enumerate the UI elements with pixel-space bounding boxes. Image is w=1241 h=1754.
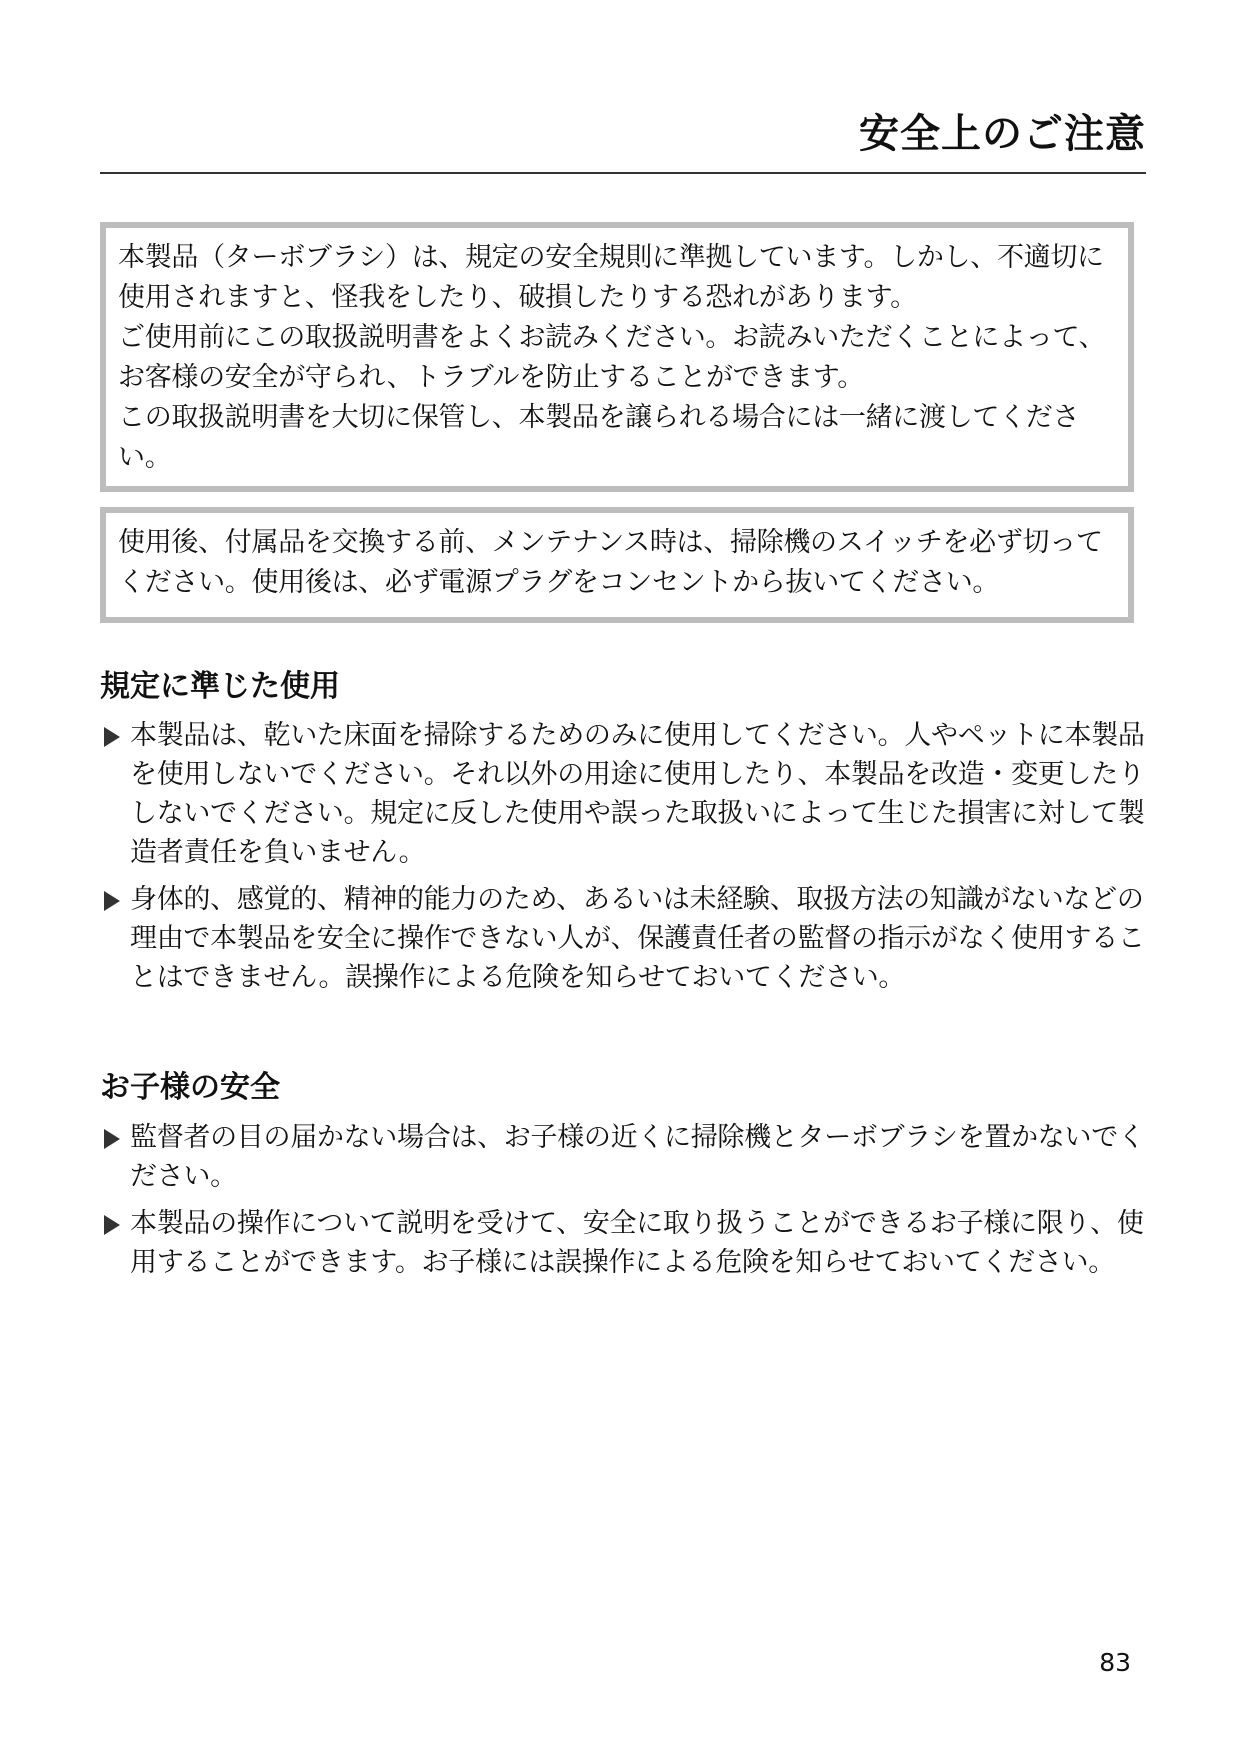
list-item <box>104 880 1154 997</box>
list-item-text: 本製品の操作について説明を受けて、安全に取り扱うことができるお子様に限り、使用することができます。お子様には誤操作による危険を知らせておいてください。 <box>130 1208 1144 1278</box>
list-item <box>104 1204 1154 1282</box>
maintenance-notice-box <box>100 507 1134 623</box>
triangle-right-icon <box>104 891 120 911</box>
triangle-right-icon <box>104 727 120 747</box>
page-number: 83 <box>1099 1648 1131 1677</box>
notice-paragraph: ご使用前にこの取扱説明書をよくお読みください。お読みいただくことによって、お客様の安全が守られ、トラブルを防止することができます。 <box>118 322 1106 393</box>
section-heading-intended-use: 規定に準じた使用 <box>100 669 340 704</box>
intended-use-list <box>104 716 1154 1005</box>
notice-paragraph: 本製品（ターボブラシ）は、規定の安全規則に準拠しています。しかし、不適切に使用されますと、怪我をしたり、破損したりする恐れがあります。 <box>118 242 1104 313</box>
title-divider <box>100 172 1146 174</box>
page-title: 安全上のご注意 <box>859 111 1146 157</box>
section-heading-child-safety: お子様の安全 <box>100 1070 280 1105</box>
list-item-text: 身体的、感覚的、精神的能力のため、あるいは未経験、取扱方法の知識がないなどの理由で本製品を安全に操作できない人が、保護責任者の監督の指示がなく使用することはできません。誤操作による危険を知らせておいてください。 <box>130 884 1145 993</box>
list-item <box>104 716 1154 872</box>
notice-paragraph: この取扱説明書を大切に保管し、本製品を譲られる場合には一緒に渡してください。 <box>118 402 1080 473</box>
triangle-right-icon <box>104 1129 120 1149</box>
safety-notice-box <box>100 222 1134 492</box>
triangle-right-icon <box>104 1215 120 1235</box>
notice-paragraph: 使用後、付属品を交換する前、メンテナンス時は、掃除機のスイッチを必ず切ってください。使用後は、必ず電源プラグをコンセントから抜いてください。 <box>118 527 1103 598</box>
list-item-text: 監督者の目の届かない場合は、お子様の近くに掃除機とターボブラシを置かないでください。 <box>130 1122 1145 1192</box>
list-item <box>104 1118 1154 1196</box>
list-item-text: 本製品は、乾いた床面を掃除するためのみに使用してください。人やペットに本製品を使用しないでください。それ以外の用途に使用したり、本製品を改造・変更したりしないでください。規定に反した使用や誤った取扱いによって生じた損害に対して製造者責任を負いません。 <box>130 720 1145 868</box>
child-safety-list <box>104 1118 1154 1290</box>
